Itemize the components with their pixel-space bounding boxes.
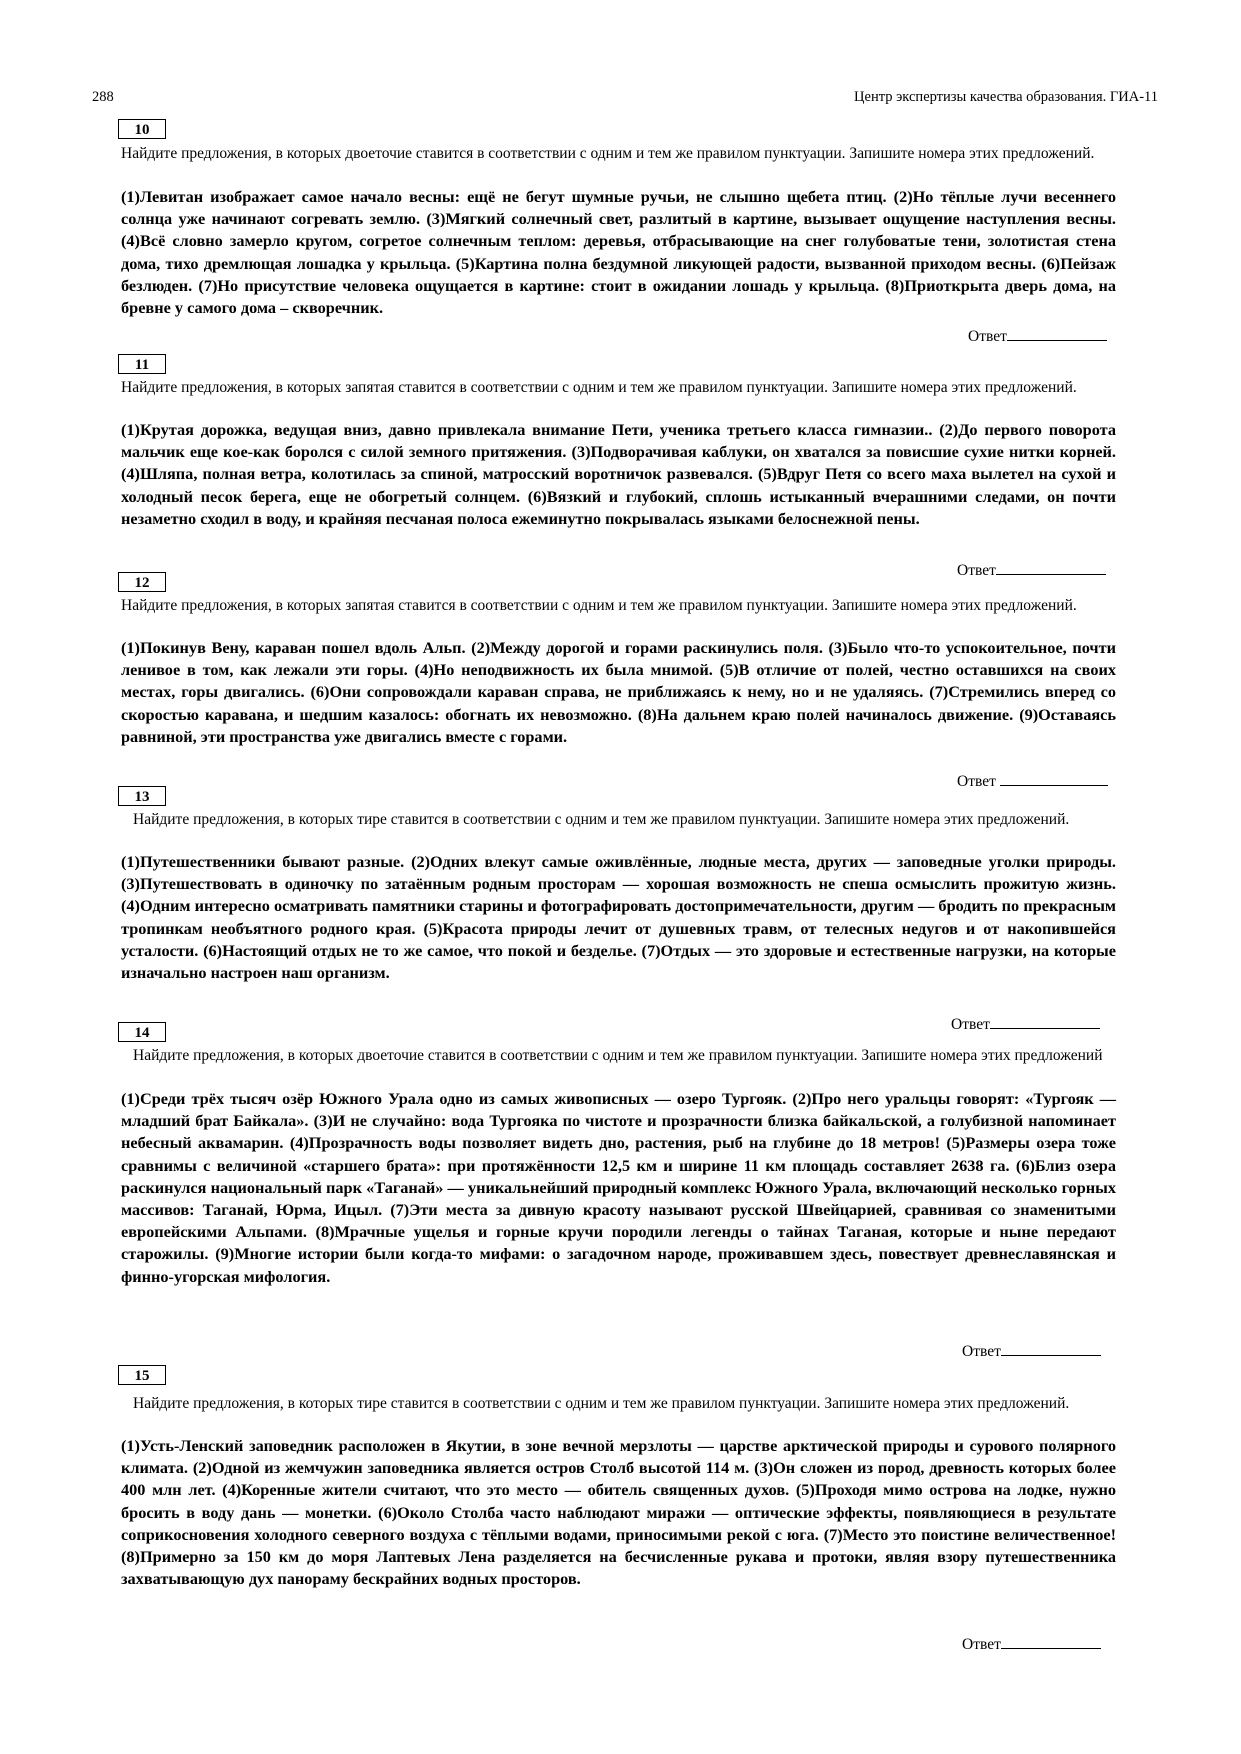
task-number: 14 (118, 1022, 166, 1042)
answer-field[interactable] (957, 770, 1108, 792)
answer-line[interactable] (1001, 1633, 1101, 1649)
task-number: 12 (118, 572, 166, 592)
task-number: 10 (118, 119, 166, 139)
answer-label: Ответ (951, 1016, 990, 1033)
task-instruction: Найдите предложения, в которых тире ставится в соответствии с одним и тем же правилом пунктуации. Запишите номера этих предложений. (133, 811, 1070, 828)
task-number: 11 (118, 354, 166, 374)
task-text: (1)Крутая дорожка, ведущая вниз, давно привлекала внимание Пети, ученика третьего класса гимназии.. (2)До первого поворота мальчик еще кое-как боролся с силой земного притяжения. (3)Подворачивая каблуки, он хватался за повисшие сухие нитки корней. (4)Шляпа, полная ветра, колотилась за спиной, матросский воротничок развевался. (5)Вдруг Петя со всего маха вылетел на сухой и холодный песок берега, еще не обогретый солнцем. (6)Вязкий и глубокий, сплошь истыканный вчерашними следами, он почти незаметно сходил в воду, и крайняя песчаная полоса ежеминутно покрывалась языками белоснежной пены. (121, 420, 1116, 528)
answer-label: Ответ (957, 773, 996, 790)
answer-field[interactable] (962, 1633, 1101, 1655)
answer-label: Ответ (968, 328, 1007, 345)
task-text: (1)Покинув Вену, караван пошел вдоль Альп. (2)Между дорогой и горами раскинулись поля. (3)Было что-то успокоительное, почти ленивое в том, как лежали эти горы. (4)Но неподвижность их была мнимой. (5)В отличие от полей, честно оставшихся на своих местах, горы двигались. (6)Они сопровождали караван справа, не приближаясь к нему, но и не удаляясь. (7)Стремились вперед со скоростью каравана, и шедшим казалось: обогнать их невозможно. (8)На дальнем краю полей начиналось движение. (9)Оставаясь равниной, эти пространства уже двигались вместе с горами. (121, 638, 1116, 746)
task-text: (1)Путешественники бывают разные. (2)Одних влекут самые оживлённые, людные места, других — заповедные уголки природы. (3)Путешествовать в одиночку по затаённым родным просторам — хорошая возможность не спеша осмыслить прожитую жизнь. (4)Одним интересно осматривать памятники старины и фотографировать достопримечательности, другим — бродить по прекрасным тропинкам необъятного родного края. (5)Красота природы лечит от душевных травм, от телесных недугов и от накопившейся усталости. (6)Настоящий отдых не то же самое, что покой и безделье. (7)Отдых — это здоровые и естественные нагрузки, на которые изначально настроен наш организм. (121, 852, 1116, 983)
answer-field[interactable] (957, 559, 1106, 581)
task-instruction: Найдите предложения, в которых запятая ставится в соответствии с одним и тем же правилом пунктуации. Запишите номера этих предложений. (121, 597, 1077, 614)
answer-line[interactable] (1007, 325, 1107, 341)
answer-label: Ответ (957, 562, 996, 579)
task-instruction: Найдите предложения, в которых двоеточие ставится в соответствии с одним и тем же правилом пунктуации. Запишите номера этих предложений (133, 1047, 1103, 1064)
task-text: (1)Левитан изображает самое начало весны: ещё не бегут шумные ручьи, не слышно щебета птиц. (2)Но тёплые лучи весеннего солнца уже начинают согревать землю. (3)Мягкий солнечный свет, разлитый в картине, вызывает ощущение наступления весны. (4)Всё словно замерло кругом, согретое солнечным теплом: деревья, отбрасывающие на снег голубоватые тени, золотистая стена дома, тихо дремлющая лошадка у крыльца. (5)Картина полна бездумной ликующей радости, вызванной приходом весны. (6)Пейзаж безлюден. (7)Но присутствие человека ощущается в картине: стоит в ожидании лошадь у крыльца. (8)Приоткрыта дверь дома, на бревне у самого дома – скворечник. (121, 187, 1116, 318)
answer-line[interactable] (990, 1013, 1100, 1029)
answer-label: Ответ (962, 1636, 1001, 1653)
page-number: 288 (92, 89, 114, 105)
answer-label: Ответ (962, 1343, 1001, 1360)
answer-line[interactable] (996, 559, 1106, 575)
answer-line[interactable] (1000, 770, 1108, 786)
answer-field[interactable] (962, 1340, 1101, 1362)
answer-field[interactable] (968, 325, 1107, 347)
task-number: 15 (118, 1365, 166, 1385)
task-number: 13 (118, 786, 166, 806)
page-header-title: Центр экспертизы качества образования. ГИА-11 (854, 89, 1158, 105)
answer-field[interactable] (951, 1013, 1100, 1035)
task-instruction: Найдите предложения, в которых тире ставится в соответствии с одним и тем же правилом пунктуации. Запишите номера этих предложений. (133, 1395, 1070, 1412)
task-instruction: Найдите предложения, в которых двоеточие ставится в соответствии с одним и тем же правилом пунктуации. Запишите номера этих предложений. (121, 145, 1095, 162)
task-instruction: Найдите предложения, в которых запятая ставится в соответствии с одним и тем же правилом пунктуации. Запишите номера этих предложений. (121, 379, 1077, 396)
task-text: (1)Усть-Ленский заповедник расположен в Якутии, в зоне вечной мерзлоты — царстве арктической природы и сурового полярного климата. (2)Одной из жемчужин заповедника является остров Столб высотой 114 м. (3)Он сложен из пород, древность которых более 400 млн лет. (4)Коренные жители считают, что это место — обитель священных духов. (5)Проходя мимо острова на лодке, нужно бросить в воду дань — монетки. (6)Около Столба часто наблюдают миражи — оптические эффекты, появляющиеся в результате соприкосновения холодного северного воздуха с тёплыми водами, приносимыми рекой с юга. (7)Место это поистине величественное! (8)Примерно за 150 км до моря Лаптевых Лена разделяется на бесчисленные рукава и протоки, являя взору путешественника захватывающую дух панораму бескрайних водных просторов. (121, 1436, 1116, 1589)
task-text: (1)Среди трёх тысяч озёр Южного Урала одно из самых живописных — озеро Тургояк. (2)Про него уральцы говорят: «Тургояк — младший брат Байкала». (3)И не случайно: вода Тургояка по чистоте и прозрачности близка байкальской, а голубизной напоминает небесный аквамарин. (4)Прозрачность воды позволяет видеть дно, растения, рыб на глубине до 18 метров! (5)Размеры озера тоже сравнимы с величиной «старшего брата»: при протяжённости 12,5 км и ширине 11 км площадь составляет 2638 га. (6)Близ озера раскинулся национальный парк «Таганай» — уникальнейший природный комплекс Южного Урала, включающий несколько горных массивов: Таганай, Юрма, Ицыл. (7)Эти места за дивную красоту называют русской Швейцарией, сравнивая со знаменитыми европейскими Альпами. (8)Мрачные ущелья и горные кручи породили легенды о тайнах Таганая, которые и ныне передают старожилы. (9)Многие истории были когда-то мифами: о загадочном народе, проживавшем здесь, повествует древнеславянская и финно-угорская мифология. (121, 1089, 1116, 1286)
answer-line[interactable] (1001, 1340, 1101, 1356)
